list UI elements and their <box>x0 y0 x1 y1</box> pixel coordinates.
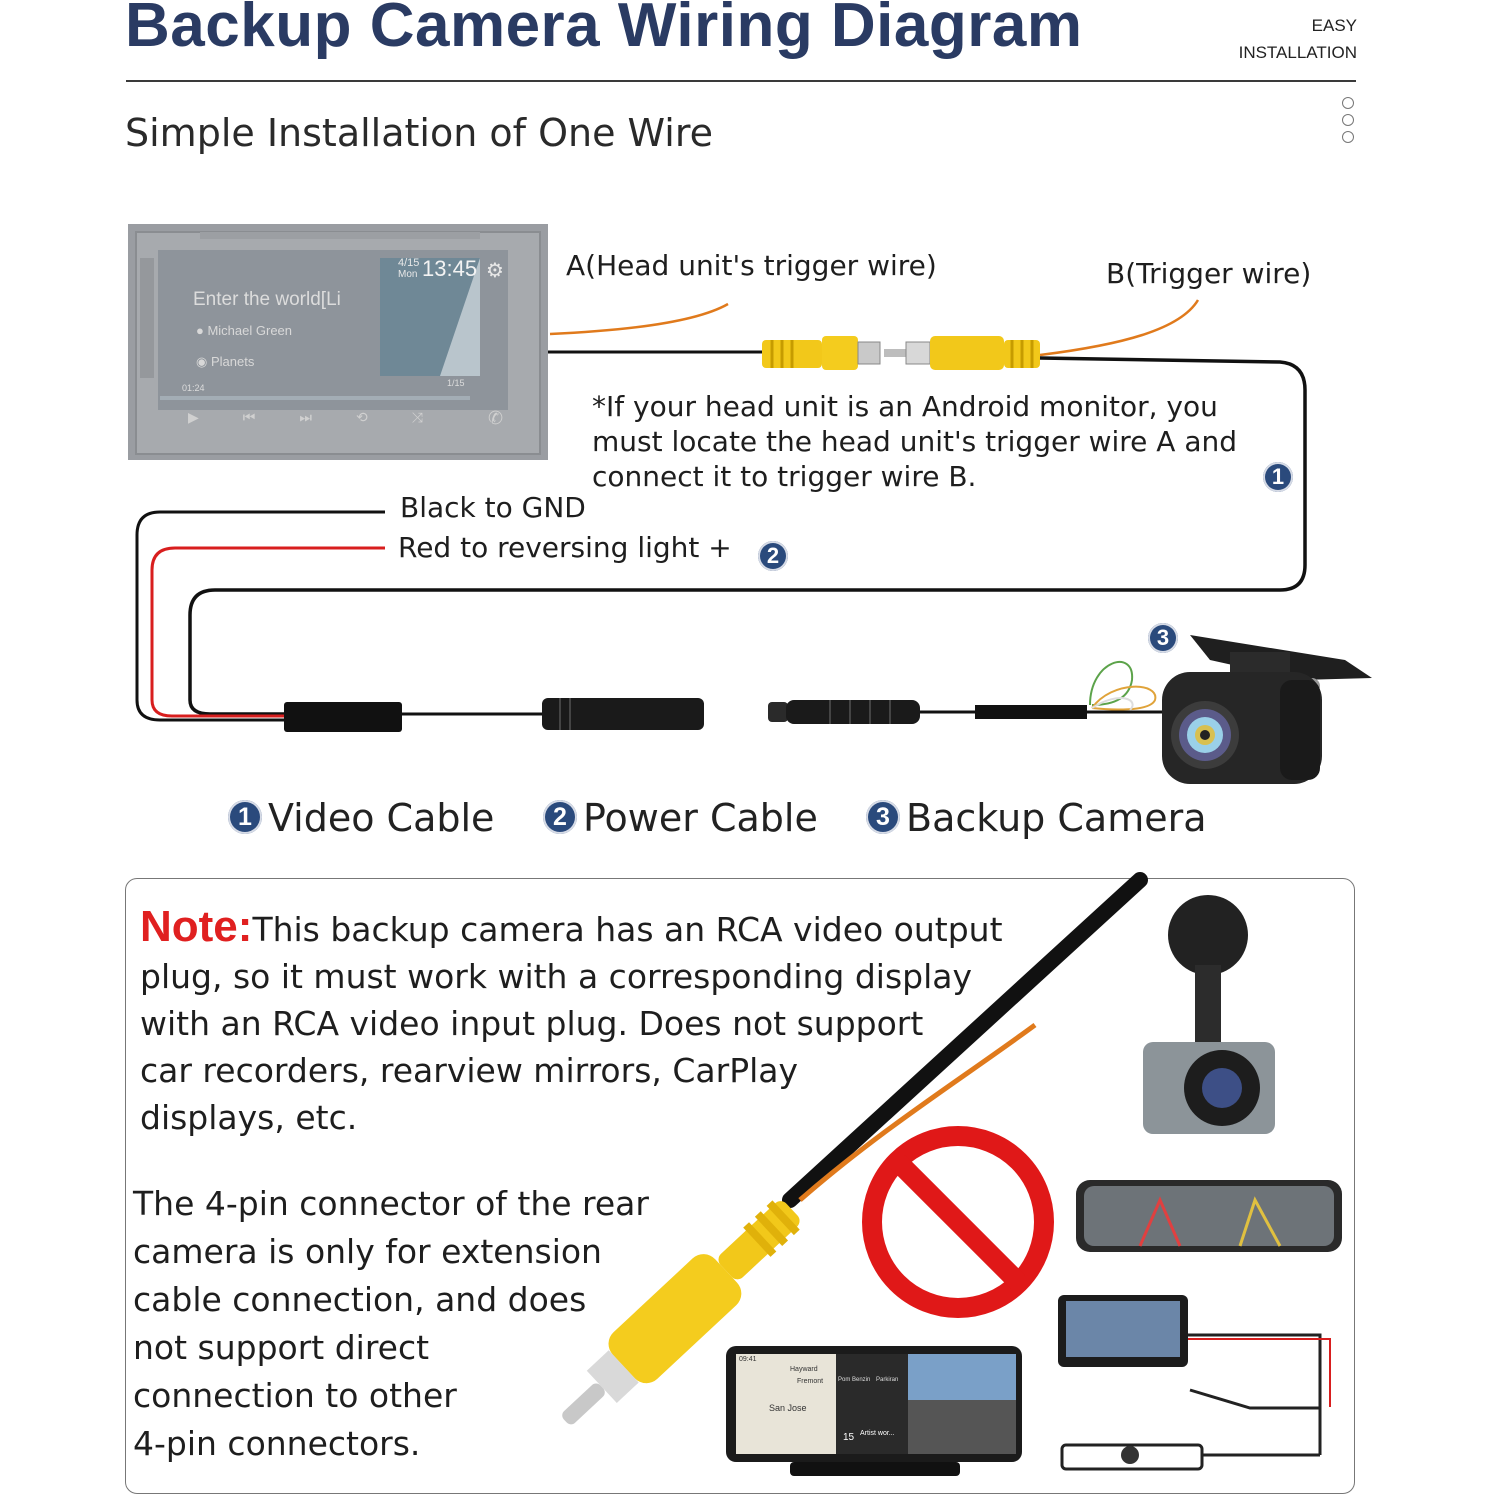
phone-icon: ✆ <box>488 408 504 429</box>
label-wire-a: A(Head unit's trigger wire) <box>566 249 937 282</box>
android-note-line-2: must locate the head unit's trigger wire A and <box>592 425 1238 458</box>
hu-date-bottom: Mon <box>398 269 418 280</box>
hu-artist: ● Michael Green <box>196 323 293 338</box>
legend-power-cable: 2 Power Cable <box>543 796 818 840</box>
badge-2: 2 <box>758 541 788 571</box>
label-black-gnd: Black to GND <box>400 491 586 524</box>
label-wire-b: B(Trigger wire) <box>1106 257 1312 290</box>
hu-clock: 13:45 <box>422 256 478 281</box>
subtitle: Simple Installation of One Wire <box>125 111 713 155</box>
carplay-place-2: Fremont <box>797 1378 824 1385</box>
badge-3: 3 <box>1148 623 1178 653</box>
carplay-day: 15 <box>843 1432 855 1443</box>
android-note-line-1: *If your head unit is an Android monitor, you <box>592 390 1218 423</box>
installation-label: INSTALLATION <box>1238 43 1357 62</box>
legend-badge: 1 <box>228 800 262 834</box>
carplay-app-1: Pom Benzin <box>838 1377 871 1383</box>
rearview-mirror-image <box>1076 1180 1342 1252</box>
hu-count: 1/15 <box>447 378 465 388</box>
carplay-time: 09:41 <box>739 1356 757 1363</box>
gear-icon: ⚙ <box>486 258 504 282</box>
wired-camera-kit-image <box>1058 1295 1330 1469</box>
legend-backup-camera: 3 Backup Camera <box>866 796 1207 840</box>
easy-label: EASY <box>1311 16 1357 35</box>
label-red-reverse: Red to reversing light + <box>398 531 732 564</box>
hu-track: Enter the world[Li <box>193 289 341 310</box>
hu-date-top: 4/15 <box>398 257 420 269</box>
hu-elapsed: 01:24 <box>182 383 205 393</box>
carplay-app-2: Parkiran <box>876 1377 899 1383</box>
carplay-place-1: Hayward <box>790 1366 818 1373</box>
carplay-artist: Artist wor... <box>860 1430 895 1437</box>
badge-1: 1 <box>1263 462 1293 492</box>
disc-icon: ◉ <box>196 354 211 369</box>
carplay-place-3: San Jose <box>769 1403 807 1413</box>
note-label: Note: <box>140 902 253 951</box>
person-icon: ● <box>196 323 208 338</box>
legend-video-cable: 1 Video Cable <box>228 796 494 840</box>
dash-cam-image <box>1143 895 1275 1134</box>
legend-badge: 2 <box>543 800 577 834</box>
page-title: Backup Camera Wiring Diagram <box>125 0 1083 60</box>
hu-album: ◉ Planets <box>196 354 255 369</box>
note-text: Note:This backup camera has an RCA video output plug, so it must work with a corresponding display with an RCA video input plug. Does not support car recorders, rearview mirrors, CarPlay displays, etc. <box>140 902 1003 1137</box>
four-pin-note: The 4-pin connector of the rear camera is only for extension cable connection, and does not support direct connection to other 4-pin connectors. <box>133 1184 649 1463</box>
android-note-line-3: connect it to trigger wire B. <box>592 460 977 493</box>
prohibited-icon <box>872 1136 1044 1308</box>
hu-media-controls: ▶⏮⏭⟲⤨ <box>188 410 467 426</box>
legend-badge: 3 <box>866 800 900 834</box>
